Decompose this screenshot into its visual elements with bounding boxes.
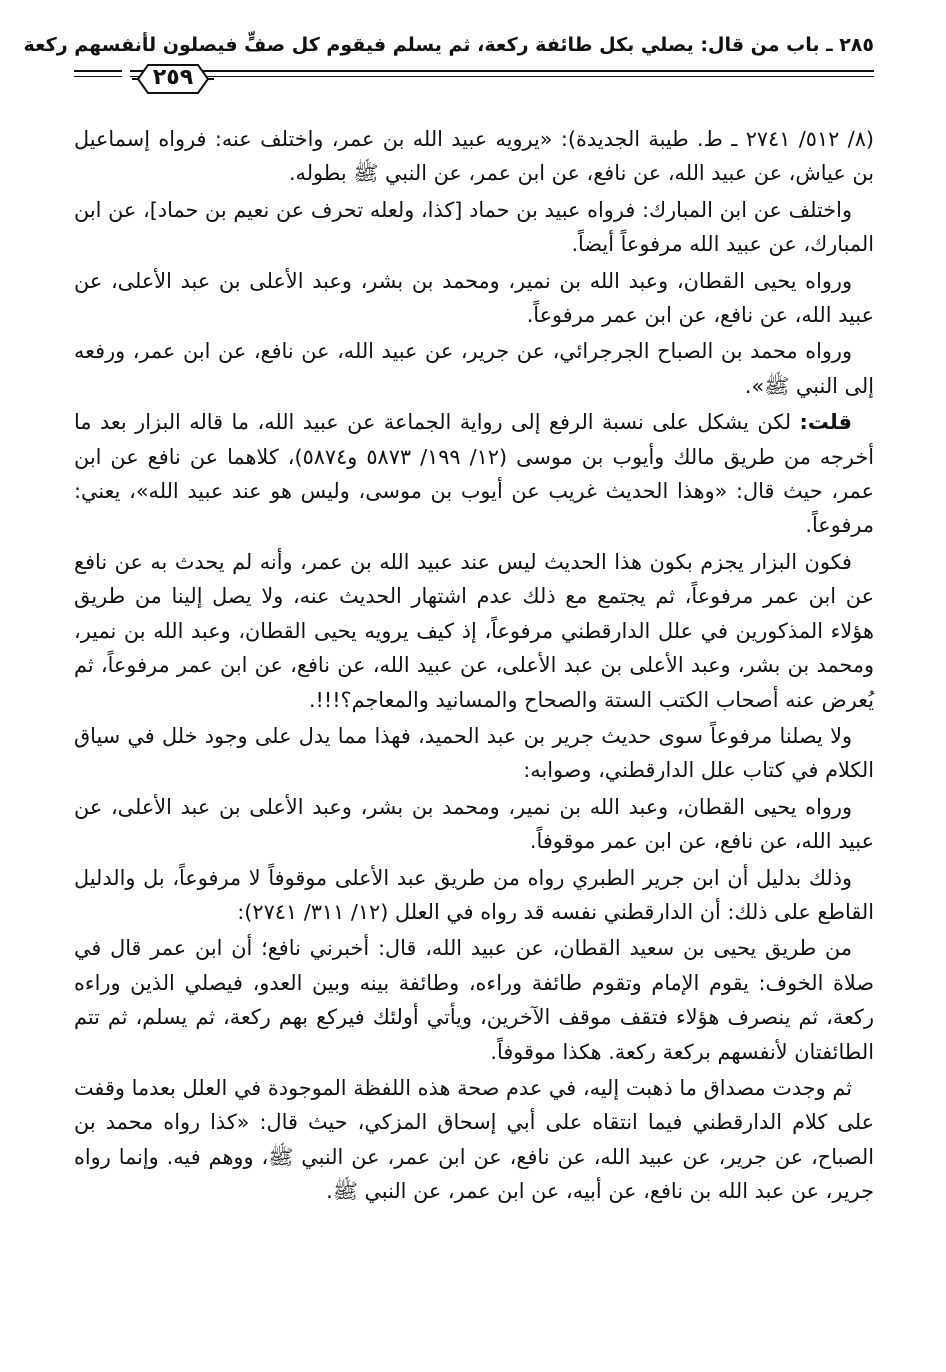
paragraph-4: ورواه محمد بن الصباح الجرجرائي، عن جرير، عن عبيد الله، عن نافع، عن ابن عمر، ورفعه إلى النبي ﷺ». (74, 339, 874, 398)
paragraph-11: ثم وجدت مصداق ما ذهبت إليه، في عدم صحة هذه اللفظة الموجودة في العلل بعدما وقفت على كلام الدارقطني فيما انتقاه على أبي إسحاق المزكي، حيث قال: «كذا رواه محمد بن الصباح، عن جرير، عن عبيد الله، عن نافع، عن ابن عمر، عن النبي ﷺ، ووهم فيه. وإنما رواه جرير، عن عبد الله بن نافع، عن أبيه، عن ابن عمر، عن النبي ﷺ. (74, 1075, 874, 1204)
paragraph-5-text: لكن يشكل على نسبة الرفع إلى رواية الجماعة عن عبيد الله، ما قاله البزار بعد ما أخرجه من طريق مالك وأيوب بن موسى (١٢/ ١٩٩/ ٥٨٧٣ و٥٨٧٤)، كلاهما عن نافع عن ابن عمر، حيث قال: «وهذا الحديث غريب عن أيوب بن موسى، وليس هو عند عبيد الله»، يعني: مرفوعاً. (74, 410, 875, 538)
left-ornament-rule (74, 70, 122, 72)
qult-label: قلت: (799, 410, 852, 435)
left-ornament-rule-thin (74, 76, 122, 77)
page-number: ٢٥٩ (152, 65, 194, 90)
paragraph-2: واختلف عن ابن المبارك: فرواه عبيد بن حماد [كذا، ولعله تحرف عن نعيم بن حماد]، عن ابن المبارك، عن عبيد الله مرفوعاً أيضاً. (74, 197, 874, 257)
paragraph-7: ولا يصلنا مرفوعاً سوى حديث جرير بن عبد الحميد، فهذا مما يدل على وجود خلل في سياق الكلام في كتاب علل الدارقطني، وصوابه: (74, 723, 874, 783)
running-head: ٢٨٥ ـ باب من قال: يصلي بكل طائفة ركعة، ثم يسلم فيقوم كل صفٍّ فيصلون لأنفسهم ركعة (23, 34, 874, 56)
paragraph-8: ورواه يحيى القطان، وعبد الله بن نمير، ومحمد بن بشر، وعبد الأعلى بن عبد الأعلى، عن عبيد الله، عن نافع، عن ابن عمر موقوفاً. (74, 794, 874, 854)
paragraph-6: فكون البزار يجزم بكون هذا الحديث ليس عند عبيد الله بن عمر، وأنه لم يحدث به عن نافع عن ابن عمر مرفوعاً، ثم يجتمع مع ذلك عدم اشتهار الحديث عنه، ولا يصل إلينا من طريق هؤلاء المذكورين في علل الدارقطني مرفوعاً، إذ كيف يرويه يحيى القطان، وعبد الله بن نمير، ومحمد بن بشر، وعبد الأعلى بن عبد الأعلى، عن عبيد الله، عن نافع، عن ابن عمر مرفوعاً، ثم يُعرض عنه أصحاب الكتب الستة والصحاح والمسانيد والمعاجم؟!!!. (74, 549, 874, 712)
page-header (23, 28, 874, 92)
header-rule-top (130, 70, 874, 72)
header-rule-bottom (130, 76, 874, 77)
paragraph-3: ورواه يحيى القطان، وعبد الله بن نمير، ومحمد بن بشر، وعبد الأعلى بن عبد الأعلى، عن عبيد الله، عن نافع، عن ابن عمر مرفوعاً. (74, 268, 874, 328)
page-number-badge (130, 62, 216, 96)
paragraph-10: من طريق يحيى بن سعيد القطان، عن عبيد الله، قال: أخبرني نافع؛ أن ابن عمر قال في صلاة الخوف: يقوم الإمام وتقوم طائفة وراءه، وطائفة بينه وبين العدو، فيصلي الذين وراءه ركعة، ثم ينصرف هؤلاء فتقف موقف الآخرين، ويأتي أولئك فيركع بهم ركعة، ثم يسلم، ثم تتم الطائفتان لأنفسهم بركعة ركعة. هكذا موقوفاً. (74, 936, 874, 1064)
paragraph-9: وذلك بدليل أن ابن جرير الطبري رواه من طريق عبد الأعلى موقوفاً لا مرفوعاً، بل والدليل القاطع على ذلك: أن الدارقطني نفسه قد رواه في العلل (١٢/ ٣١١/ ٢٧٤١): (74, 865, 874, 924)
paragraph-5 (74, 405, 874, 543)
main-text (74, 122, 874, 1209)
paragraph-1: (٨/ ٥١٢/ ٢٧٤١ ـ ط. طيبة الجديدة): «يرويه عبيد الله بن عمر، واختلف عنه: فرواه إسماعيل بن عياش، عن عبيد الله، عن نافع، عن ابن عمر، عن النبي ﷺ بطوله. (74, 127, 874, 186)
